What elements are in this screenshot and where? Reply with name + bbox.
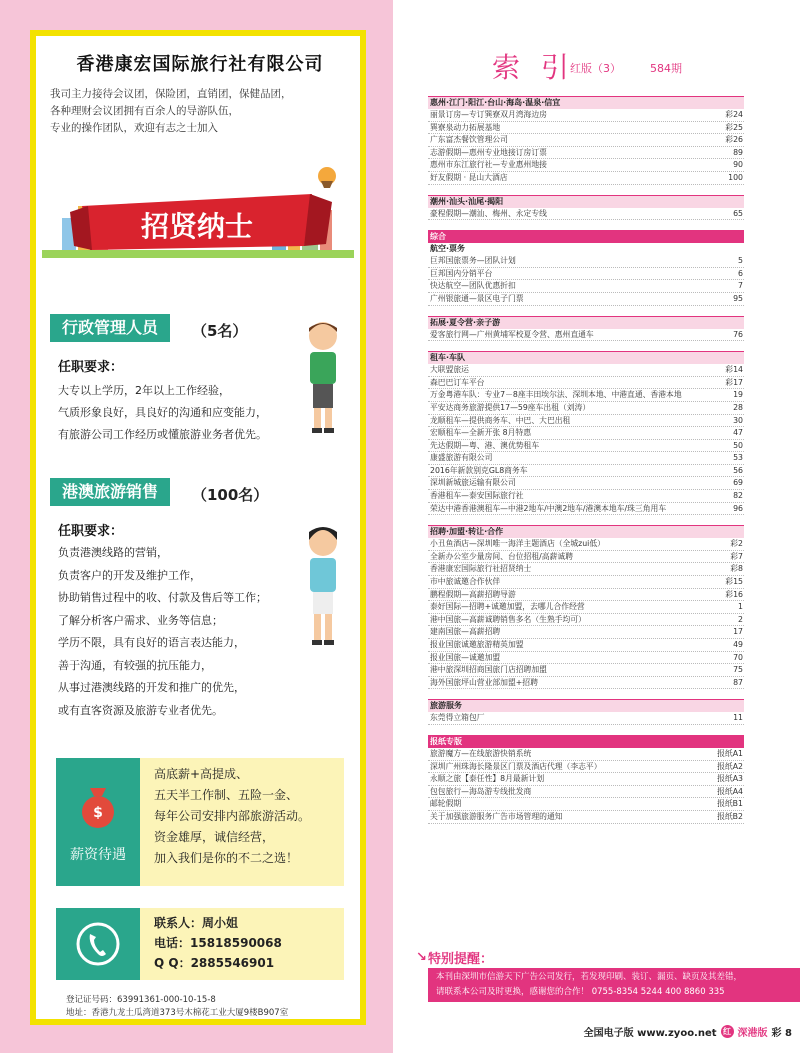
index-row-page: 2: [738, 614, 743, 624]
contact-lines: [140, 908, 344, 980]
money-bag-icon: [56, 758, 140, 838]
index-row: [428, 280, 744, 293]
index-row: [428, 773, 744, 786]
index-row-title: 永顺之旅【泰任性】8月最新计划: [430, 774, 545, 784]
index-row-page: 报纸A2: [717, 761, 743, 771]
index-group: [428, 195, 744, 221]
index-row: [428, 389, 744, 402]
page-footer: [584, 1024, 792, 1039]
job2-title: 港澳旅游销售: [50, 478, 170, 506]
index-row: [428, 329, 744, 342]
index-row-title: 香港租车—泰安国际旅行社: [430, 491, 524, 501]
index-row-page: 28: [733, 402, 743, 412]
salary-panel: [56, 758, 140, 886]
index-row-title: 快达航空—团队优惠折扣: [430, 281, 516, 291]
footer-page: 彩 8: [771, 1028, 792, 1039]
index-row: [428, 377, 744, 390]
index-row: [428, 538, 744, 551]
index-row-page: 100: [728, 172, 743, 182]
notice-box: 本刊由深圳市信游天下广告公司发行，若发现印刷、装订、漏页、缺页及其差错， 请联系本公司及时更换，感谢您的合作！ 0755-8354 5244 400 8860 335: [428, 968, 800, 1002]
index-row-title: 宏顺租车—全新开张 8月特惠: [430, 428, 532, 438]
index-subtitle: 红版（3）: [570, 62, 621, 75]
index-row-page: 彩25: [725, 122, 743, 132]
index-row-page: 70: [733, 652, 743, 662]
contact-phone: 电话：15818590068: [154, 936, 282, 950]
recruit-banner: [42, 166, 354, 276]
index-row-title: 平安达商务旅游提供17—59座车出租（刘涛）: [430, 402, 591, 412]
index-row-title: 深圳新城旅运输有限公司: [430, 478, 516, 488]
index-header: [492, 46, 752, 82]
banner-text: 招贤纳士: [140, 210, 254, 243]
index-row-title: 康盛旅游有限公司: [430, 453, 493, 463]
index-row-page: 彩2: [730, 539, 743, 549]
index-group: [428, 96, 744, 185]
index-row: [428, 664, 744, 677]
index-row-page: 报纸B1: [717, 799, 743, 809]
index-row-page: 47: [733, 428, 743, 438]
salary-label: 薪资待遇: [70, 847, 126, 863]
index-group-head: 惠州·江门·阳江·台山·海岛·温泉·信宜: [428, 96, 744, 109]
index-row-title: 先达假期—粤、港、澳优势租车: [430, 440, 540, 450]
red-edition-badge: 红: [721, 1025, 734, 1038]
index-row-title: 香港康宏国际旅行社招贤纳士: [430, 564, 532, 574]
index-row: [428, 652, 744, 665]
index-row: [428, 761, 744, 774]
index-row: [428, 402, 744, 415]
index-row-page: 彩17: [725, 377, 743, 387]
index-row-title: 大联盟旅运: [430, 365, 469, 375]
index-row: [428, 626, 744, 639]
index-row-page: 95: [733, 293, 743, 303]
index-row-page: 报纸A1: [717, 748, 743, 758]
index-row-title: 关于加强旅游服务广告市场管理的通知: [430, 811, 563, 821]
index-row-title: 惠州市东江旅行社—专业惠州地接: [430, 160, 547, 170]
arrow-icon: ↘: [416, 950, 427, 965]
index-row: [428, 811, 744, 824]
job2-reqs: 负责港澳线路的营销， 负责客户的开发及维护工作， 协助销售过程中的收、付款及售后等工作； 了解分析客户需求、业务等信息； 学历不限，具有良好的语言表达能力， 善于沟通，有较强的抗压能力， 从事过港澳线路的开发和推广的优先， 或有直客资源及旅游专业者优先。: [58, 546, 267, 717]
index-row-title: 东莞得立箱包厂: [430, 713, 485, 723]
index-row: [428, 208, 744, 221]
index-row-title: 豪程假期—潮汕、梅州、永定专线: [430, 208, 547, 218]
index-row-page: 17: [733, 627, 743, 637]
index-row: [428, 293, 744, 306]
job1-req-title: 任职要求：: [58, 360, 124, 375]
index-row-title: 广东富杰餐饮管理公司: [430, 135, 508, 145]
index-row-page: 76: [733, 329, 743, 339]
index-row-title: 港中国旅—高薪诚聘销售多名（生熟手均可）: [430, 614, 586, 624]
index-group-head: 潮州·汕头·汕尾·揭阳: [428, 195, 744, 208]
contact-qq: Q Q：2885546901: [154, 956, 275, 970]
job1-title: 行政管理人员: [50, 314, 170, 342]
index-row: [428, 798, 744, 811]
index-group-head: 综合: [428, 230, 744, 243]
index-row-title: 全新办公室少量房间、台位招租/高薪诚聘: [430, 551, 573, 561]
index-group-head: 租车·车队: [428, 351, 744, 364]
index-row: [428, 551, 744, 564]
index-row-title: 森巴巴订车平台: [430, 377, 485, 387]
index-gap: [428, 689, 744, 699]
special-notice: [408, 948, 800, 997]
contact-person: 联系人：周小姐: [154, 916, 239, 930]
index-row: [428, 134, 744, 147]
index-row-page: 6: [738, 268, 743, 278]
index-row-title: 好友假期 · 昆山大酒店: [430, 172, 508, 182]
index-row: [428, 503, 744, 516]
index-row: [428, 364, 744, 377]
index-row-page: 1: [738, 602, 743, 612]
index-row-page: 53: [733, 453, 743, 463]
index-row-title: 爱客旅行网—广州黄埔军校夏令营、惠州直通车: [430, 329, 594, 339]
company-intro: 我司主力接待会议团，保险团，直销团，保健品团， 各种理财会议团拥有百余人的导游队伍， 专业的操作团队，欢迎有志之士加入: [50, 88, 292, 134]
index-row: [428, 109, 744, 122]
index-row-title: 龙顺租车—提供商务车、中巴、大巴出租: [430, 415, 571, 425]
index-row: [428, 255, 744, 268]
index-row: [428, 452, 744, 465]
index-row: [428, 159, 744, 172]
index-group: [428, 230, 744, 305]
index-row-page: 彩7: [730, 551, 743, 561]
index-group-head: 旅游服务: [428, 699, 744, 712]
index-row-page: 彩15: [725, 577, 743, 587]
index-gap: [428, 185, 744, 195]
index-row-page: 报纸A4: [717, 786, 743, 796]
index-row-title: 丽景订房—专订巽寮双月湾海边房: [430, 110, 547, 119]
index-row-page: 96: [733, 503, 743, 513]
index-gap: [428, 306, 744, 316]
index-row-page: 19: [733, 390, 743, 400]
index-row-page: 65: [733, 208, 743, 218]
index-row-page: 30: [733, 415, 743, 425]
index-row-page: 彩8: [730, 564, 743, 574]
index-row: [428, 477, 744, 490]
index-row-page: 87: [733, 677, 743, 687]
index-row: [428, 589, 744, 602]
index-group: [428, 351, 744, 515]
index-row: [428, 614, 744, 627]
index-row-title: 旅游魔方—在线旅游快销系统: [430, 748, 532, 758]
footer-edition: 深港版: [737, 1028, 768, 1039]
index-row-page: 50: [733, 440, 743, 450]
index-group-head: 招聘·加盟·转让·合作: [428, 525, 744, 538]
index-row-title: 广州银旅通—景区电子门票: [430, 293, 524, 303]
index-row: [428, 415, 744, 428]
index-row: [428, 601, 744, 614]
index-row-title: 报业国旅—诚邀加盟: [430, 652, 501, 662]
index-gap: [428, 515, 744, 525]
index-row-page: 7: [738, 281, 743, 291]
svg-text:$: $: [93, 805, 103, 821]
index-row-title: 志游假期—惠州专业地接订房订票: [430, 147, 547, 157]
index-row: [428, 490, 744, 503]
index-gap: [428, 725, 744, 735]
index-row: [428, 147, 744, 160]
index-row-page: 彩26: [725, 135, 743, 145]
index-row-title: 小丑鱼酒店—深圳唯一海洋主题酒店（全城zui低）: [430, 539, 605, 549]
index-group-head: 报纸专版: [428, 735, 744, 748]
index-row-title: 深圳广州珠海长隆景区门票及酒店代理（李志平）: [430, 761, 602, 771]
index-row-page: 彩14: [725, 365, 743, 375]
contact-panel: [56, 908, 140, 980]
job2-count: （100名）: [192, 486, 269, 504]
index-row: [428, 268, 744, 281]
index-row: [428, 465, 744, 478]
index-row-title: 鹏程假期—高薪招聘导游: [430, 589, 516, 599]
index-row-page: 5: [738, 256, 743, 266]
index-row-title: 报业国旅诚邀旅游精英加盟: [430, 640, 524, 649]
index-group: [428, 735, 744, 824]
recruitment-ad: [30, 30, 366, 1025]
index-row-title: 2016年新款别克GL8商务车: [430, 465, 528, 475]
index-row-title: 泰好国际—招聘+诚邀加盟，去哪儿合作经营: [430, 602, 585, 612]
index-row-title: 巽寮泉动力拓展基地: [430, 122, 501, 132]
index-row-page: 彩24: [725, 110, 743, 119]
index-subgroup-head: 航空·票务: [430, 244, 466, 254]
index-row-title: 市中旅诚邀合作伙伴: [430, 577, 501, 587]
index-row-title: 巨邦国旅票务—团队计划: [430, 256, 516, 266]
index-group: [428, 525, 744, 689]
index-list: [428, 96, 744, 824]
index-row-page: 75: [733, 665, 743, 675]
index-row: [428, 172, 744, 185]
index-row: [428, 712, 744, 725]
index-row-title: 港中旅深圳招商国旅门店招聘加盟: [430, 665, 547, 675]
index-row: [428, 748, 744, 761]
index-row-title: 包包旅行—海岛游专线批发商: [430, 786, 532, 796]
index-row-page: 彩16: [725, 589, 743, 599]
index-issue: 584期: [650, 62, 682, 75]
index-row-title: 海外国旅坪山营业部加盟+招聘: [430, 677, 538, 687]
index-row-page: 90: [733, 160, 743, 170]
index-group: [428, 316, 744, 342]
index-title: 索 引: [492, 51, 575, 84]
index-row: [428, 427, 744, 440]
index-row: [428, 576, 744, 589]
index-gap: [428, 341, 744, 351]
index-row-title: 建南国旅—高薪招聘: [430, 627, 501, 637]
man-figure-2: [298, 524, 348, 652]
index-row-title: 荣达中港香港澳租车—中港2地车/中澳2地车/港澳本地车/珠三角用车: [430, 503, 667, 513]
index-row-page: 56: [733, 465, 743, 475]
company-name: 香港康宏国际旅行社有限公司: [76, 54, 324, 75]
man-figure-1: [298, 318, 348, 436]
notice-title: 特别提醒：: [428, 952, 494, 967]
index-row-title: 邮轮假期: [430, 799, 462, 809]
contact-box: [56, 908, 344, 980]
salary-lines: 高底薪+高提成、 五天半工作制、五险一金、 每年公司安排内部旅游活动。 资金雄厚，诚信经营， 加入我们是你的不二之选！: [140, 758, 344, 886]
index-row-page: 报纸B2: [717, 811, 743, 821]
index-row: [428, 440, 744, 453]
index-row-title: 巨邦国内分销平台: [430, 268, 493, 278]
index-row: [428, 677, 744, 690]
index-row-page: 69: [733, 478, 743, 488]
index-row: [428, 563, 744, 576]
index-row: [428, 639, 744, 652]
job1-reqs: 大专以上学历，2年以上工作经验， 气质形象良好，具良好的沟通和应变能力， 有旅游公司工作经历或懂旅游业务者优先。: [58, 384, 267, 441]
index-row: [428, 122, 744, 135]
index-row: [428, 786, 744, 799]
index-row-page: 11: [733, 713, 743, 723]
footer-site: 全国电子版 www.zyoo.net: [583, 1028, 717, 1039]
index-group: [428, 699, 744, 725]
job1-count: （5名）: [192, 322, 248, 340]
index-row-page: 82: [733, 491, 743, 501]
salary-box: [56, 758, 344, 886]
index-row-title: 万金粤港车队：专业7－8座丰田埃尔法、深圳本地、中港直通、香港本地: [430, 390, 682, 400]
index-row-page: 49: [733, 640, 743, 649]
index-gap: [428, 220, 744, 230]
job2-req-title: 任职要求：: [58, 524, 124, 539]
ad-footer: 登记证号码：63991361-000-10-15-8 地址：香港九龙土瓜湾道373号木棉花工业大厦9楼B907室: [66, 995, 289, 1018]
index-row-page: 89: [733, 147, 743, 157]
phone-icon: [56, 908, 140, 980]
index-row-page: 报纸A3: [717, 774, 743, 784]
index-group-head: 拓展·夏令营·亲子游: [428, 316, 744, 329]
